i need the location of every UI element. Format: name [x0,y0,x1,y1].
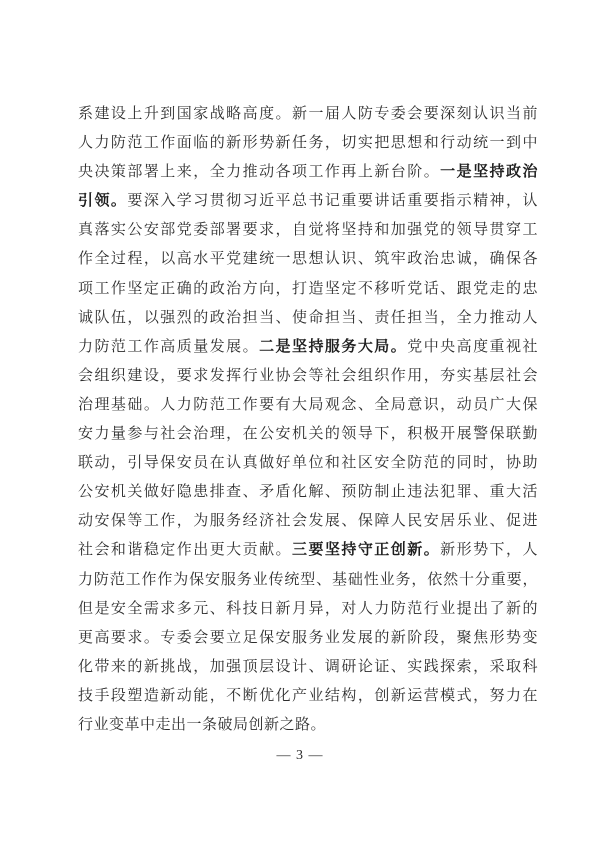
text-line [78,478,538,507]
body-text-segment: 更高要求。专委会要立足保安服务业发展的新阶段，聚焦形势变 [78,629,538,646]
emphasis-heading-text: 引领。 [78,193,128,210]
body-text-segment: 社会和谐稳定作出更大贡献。 [78,542,292,559]
body-text-segment: 诚队伍，以强烈的政治担当、使命担当、责任担当，全力推动人 [78,309,538,326]
emphasis-heading-text: 三要坚持守正创新。 [292,542,441,559]
body-text-segment: 央决策部署上来，全力推动各项工作再上新台阶。 [78,164,441,181]
body-text-segment: 公安机关做好隐患排查、矛盾化解、预防制止违法犯罪、重大活 [78,484,538,501]
body-text-segment: 但是安全需求多元、科技日新月异，对人力防范行业提出了新的 [78,600,538,617]
body-text-segment: 技手段塑造新动能，不断优化产业结构，创新运营模式，努力在 [78,687,538,704]
text-line [78,566,538,595]
emphasis-heading-text: 二是坚持服务大局。 [259,338,408,355]
body-text-segment: 人力防范工作面临的新形势新任务，切实把思想和行动统一到中 [78,135,538,152]
text-line [78,216,538,245]
text-line [78,187,538,216]
text-line [78,595,538,624]
body-text-segment: 力防范工作高质量发展。 [78,338,260,355]
text-line [78,362,538,391]
body-text-segment: 联动，引导保安员在认真做好单位和社区安全防范的同时，协助 [78,455,538,472]
body-text-segment: 会组织建设，要求发挥行业协会等社会组织作用，夯实基层社会 [78,367,538,384]
text-line [78,507,538,536]
text-line [78,245,538,274]
text-line [78,449,538,478]
body-text-segment: 作全过程，以高水平党建统一思想认识、筑牢政治忠诚，确保各 [78,251,538,268]
body-text-segment: 项工作坚定正确的政治方向，打造坚定不移听党话、跟党走的忠 [78,280,538,297]
text-line [78,682,538,711]
emphasis-heading-text: 一是坚持政治 [440,164,538,181]
text-line [78,275,538,304]
text-line [78,333,538,362]
body-text-segment: 系建设上升到国家战略高度。新一届人防专委会要深刻认识当前 [78,106,538,122]
text-line [78,420,538,449]
body-text-segment: 党中央高度重视社 [407,338,538,355]
text-line [78,711,538,740]
body-text-segment: 新形势下，人 [440,542,538,559]
text-line [78,536,538,565]
text-line [78,129,538,158]
text-line [78,100,538,129]
body-text-segment: 真落实公安部党委部署要求，自觉将坚持和加强党的领导贯穿工 [78,222,538,239]
text-line [78,304,538,333]
body-text-segment: 行业变革中走出一条破局创新之路。 [78,716,327,733]
body-text [78,100,538,740]
page-number: — 3 — [276,748,324,763]
body-text-segment: 化带来的新挑战，加强顶层设计、调研论证、实践探索，采取科 [78,658,538,675]
text-line [78,158,538,187]
body-text-segment: 动安保等工作，为服务经济社会发展、保障人民安居乐业、促进 [78,513,538,530]
text-line [78,653,538,682]
text-line [78,624,538,653]
text-line [78,391,538,420]
body-text-segment: 安力量参与社会治理，在公安机关的领导下，积极开展警保联勤 [78,426,538,443]
body-text-segment: 要深入学习贯彻习近平总书记重要讲话重要指示精神，认 [127,193,538,210]
body-text-segment: 治理基础。人力防范工作要有大局观念、全局意识，动员广大保 [78,396,538,413]
body-text-segment: 力防范工作作为保安服务业传统型、基础性业务，依然十分重要， [78,571,538,588]
